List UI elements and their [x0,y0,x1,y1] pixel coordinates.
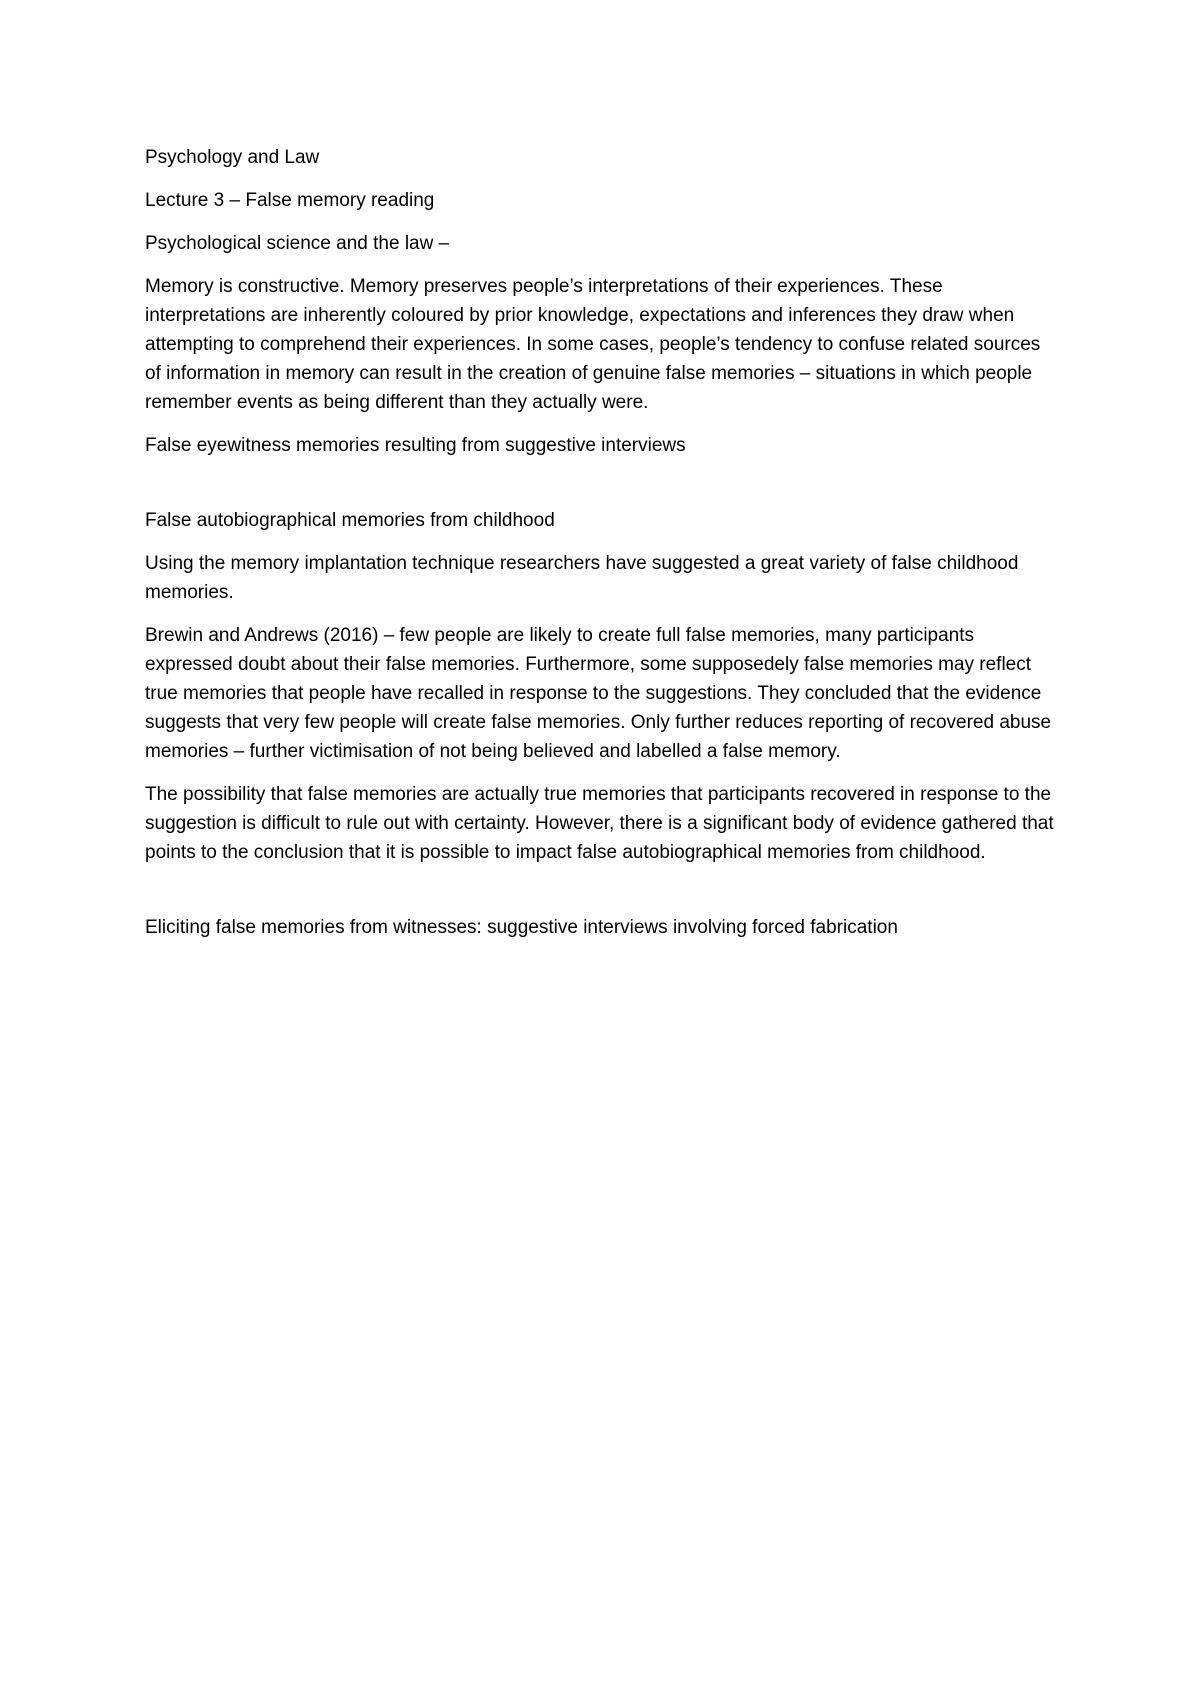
section-heading-autobiographical-memories: False autobiographical memories from childhood [145,510,555,531]
course-title: Psychology and Law [145,147,320,168]
paragraph-possibility-true-memories: The possibility that false memories are actually true memories that participants recovered in response to the suggestion is difficult to rule out with certainty. However, there is a significant body of evidence gathered that points to the conclusion that it is possible to impact false autobiographical memories from childhood. [145,784,1054,863]
section-heading-eyewitness-memories: False eyewitness memories resulting from suggestive interviews [145,435,686,456]
paragraph-memory-constructive: Memory is constructive. Memory preserves people’s interpretations of their experiences. These interpretations are inherently coloured by prior knowledge, expectations and inferences they draw when attempting to comprehend their experiences. In some cases, people’s tendency to confuse related sources of information in memory can result in the creation of genuine false memories – situations in which people remember events as being different than they actually were. [145,276,1041,413]
section-heading-psychological-science: Psychological science and the law – [145,233,450,254]
paragraph-brewin-andrews: Brewin and Andrews (2016) – few people are likely to create full false memories, many participants expressed doubt about their false memories. Furthermore, some supposedely false memories may reflect true memories that people have recalled in response to the suggestions. They concluded that the evidence suggests that very few people will create false memories. Only further reduces reporting of recovered abuse memories – further victimisation of not being believed and labelled a false memory. [145,625,1052,762]
paragraph-memory-implantation: Using the memory implantation technique researchers have suggested a great variety of false childhood memories. [145,553,1019,603]
lecture-title: Lecture 3 – False memory reading [145,190,435,211]
section-heading-eliciting-false-memories: Eliciting false memories from witnesses: suggestive interviews involving forced fabrication [145,917,898,938]
